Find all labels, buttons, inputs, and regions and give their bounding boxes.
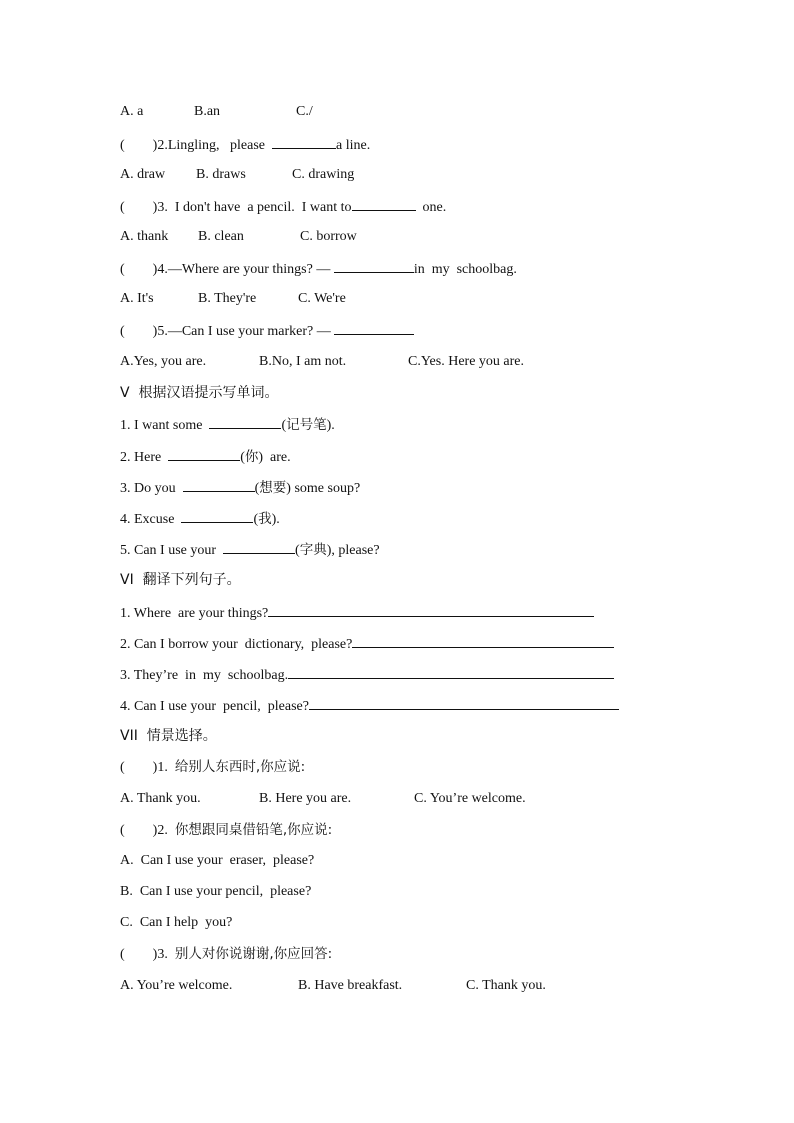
answer-option: A. You’re welcome. bbox=[120, 978, 233, 993]
text-segment: 1. Where are your things? bbox=[120, 606, 269, 621]
answer-blank[interactable] bbox=[183, 478, 255, 492]
answer-option: C. You’re welcome. bbox=[414, 791, 526, 806]
question-line bbox=[120, 197, 446, 217]
answer-option: A. Thank you. bbox=[120, 791, 201, 806]
answer-options bbox=[120, 103, 313, 121]
answer-option: C. borrow bbox=[300, 229, 357, 244]
text-segment: ( )3. I don't have a pencil. I want to bbox=[120, 200, 352, 215]
text-segment: a line. bbox=[336, 138, 371, 153]
text-segment: V 根据汉语提示写单词。 bbox=[120, 385, 279, 401]
question-line bbox=[120, 603, 594, 623]
text-segment: ( bbox=[281, 418, 287, 433]
text-segment: ( )4.—Where are your things? — bbox=[120, 262, 334, 277]
answer-option: B. Have breakfast. bbox=[298, 978, 403, 993]
answer-option: A. a bbox=[120, 104, 144, 119]
answer-option: A. It's bbox=[120, 291, 154, 306]
text-segment: ( )5.—Can I use your marker? — bbox=[120, 324, 335, 339]
question-line bbox=[120, 634, 614, 654]
question-line bbox=[120, 509, 280, 529]
answer-blank[interactable] bbox=[334, 259, 414, 273]
question-line bbox=[120, 883, 311, 901]
answer-option: B. draws bbox=[196, 167, 246, 182]
answer-option: A.Yes, you are. bbox=[120, 354, 207, 369]
text-segment: ( bbox=[253, 512, 259, 527]
question-line bbox=[120, 540, 380, 560]
text-segment: VI 翻译下列句子。 bbox=[120, 572, 241, 588]
question-line bbox=[120, 447, 291, 467]
chinese-text: 给别人东西时,你应说: bbox=[174, 759, 306, 775]
section-heading bbox=[120, 571, 241, 589]
text-segment: ) are. bbox=[258, 450, 291, 465]
question-line bbox=[120, 945, 332, 964]
answer-option: C. Thank you. bbox=[466, 978, 546, 993]
question-line bbox=[120, 259, 517, 279]
text-segment: 3. They’re in my schoolbag. bbox=[120, 668, 289, 683]
answer-blank[interactable] bbox=[209, 415, 281, 429]
text-segment: B. Can I use your pencil, please? bbox=[120, 884, 312, 899]
answer-blank[interactable] bbox=[268, 603, 594, 617]
answer-blank[interactable] bbox=[288, 665, 614, 679]
text-segment: 2. Can I borrow your dictionary, please? bbox=[120, 637, 353, 652]
section-heading bbox=[120, 727, 217, 745]
question-line bbox=[120, 852, 314, 870]
text-segment: ( )3. bbox=[120, 947, 175, 962]
question-line bbox=[120, 696, 619, 716]
text-segment: ( bbox=[254, 481, 260, 496]
answer-option: B.No, I am not. bbox=[259, 354, 347, 369]
answer-option: C.Yes. Here you are. bbox=[408, 354, 524, 369]
question-line bbox=[120, 758, 305, 777]
text-segment: 1. I want some bbox=[120, 418, 210, 433]
chinese-text: 想要 bbox=[259, 480, 287, 496]
answer-option: B. clean bbox=[198, 229, 244, 244]
answer-blank[interactable] bbox=[334, 321, 414, 335]
section-heading bbox=[120, 384, 278, 402]
chinese-text: 记号笔 bbox=[286, 417, 327, 433]
answer-blank[interactable] bbox=[181, 509, 253, 523]
text-segment: ) some soup? bbox=[286, 481, 361, 496]
answer-options bbox=[120, 166, 354, 184]
text-segment: ( bbox=[240, 450, 245, 465]
text-segment: ( bbox=[295, 543, 300, 558]
answer-blank[interactable] bbox=[309, 696, 619, 710]
chinese-text: 你想跟同桌借铅笔,你应说: bbox=[174, 822, 333, 838]
answer-blank[interactable] bbox=[352, 197, 416, 211]
text-segment: A. Can I use your eraser, please? bbox=[120, 853, 315, 868]
chinese-text: 字典 bbox=[299, 542, 327, 558]
text-segment: 2. Here bbox=[120, 450, 169, 465]
answer-options bbox=[120, 290, 346, 308]
chinese-text: 别人对你说谢谢,你应回答: bbox=[174, 946, 333, 962]
answer-blank[interactable] bbox=[223, 540, 295, 554]
text-segment: ), please? bbox=[326, 543, 380, 558]
text-segment: 3. Do you bbox=[120, 481, 183, 496]
text-segment: VII 情景选择。 bbox=[120, 728, 217, 744]
answer-option: B. Here you are. bbox=[259, 791, 352, 806]
question-line bbox=[120, 478, 360, 498]
text-segment: ). bbox=[326, 418, 335, 433]
answer-options bbox=[120, 353, 524, 371]
question-line bbox=[120, 821, 332, 840]
answer-options bbox=[120, 228, 357, 246]
question-line bbox=[120, 135, 370, 155]
answer-option: C./ bbox=[296, 104, 313, 119]
text-segment: in my schoolbag. bbox=[413, 262, 517, 277]
answer-blank[interactable] bbox=[272, 135, 336, 149]
text-segment: ( )1. bbox=[120, 760, 175, 775]
text-segment: 5. Can I use your bbox=[120, 543, 224, 558]
answer-option: A. draw bbox=[120, 167, 166, 182]
text-segment: ( )2.Lingling, please bbox=[120, 138, 273, 153]
question-line bbox=[120, 914, 232, 932]
answer-option: B.an bbox=[194, 104, 221, 119]
chinese-text: 我 bbox=[258, 511, 272, 527]
answer-blank[interactable] bbox=[168, 447, 240, 461]
answer-option: C. drawing bbox=[292, 167, 355, 182]
answer-option: A. thank bbox=[120, 229, 169, 244]
text-segment: C. Can I help you? bbox=[120, 915, 233, 930]
text-segment: 4. Can I use your pencil, please? bbox=[120, 699, 309, 714]
answer-options bbox=[120, 977, 546, 995]
answer-option: B. They're bbox=[198, 291, 257, 306]
question-line bbox=[120, 415, 335, 435]
chinese-text: 你 bbox=[244, 449, 259, 465]
text-segment: one. bbox=[415, 200, 447, 215]
text-segment: ). bbox=[271, 512, 280, 527]
text-segment: 4. Excuse bbox=[120, 512, 182, 527]
answer-blank[interactable] bbox=[352, 634, 614, 648]
text-segment: ( )2. bbox=[120, 823, 175, 838]
question-line bbox=[120, 665, 614, 685]
answer-option: C. We're bbox=[298, 291, 346, 306]
question-line bbox=[120, 321, 414, 341]
answer-options bbox=[120, 790, 526, 808]
